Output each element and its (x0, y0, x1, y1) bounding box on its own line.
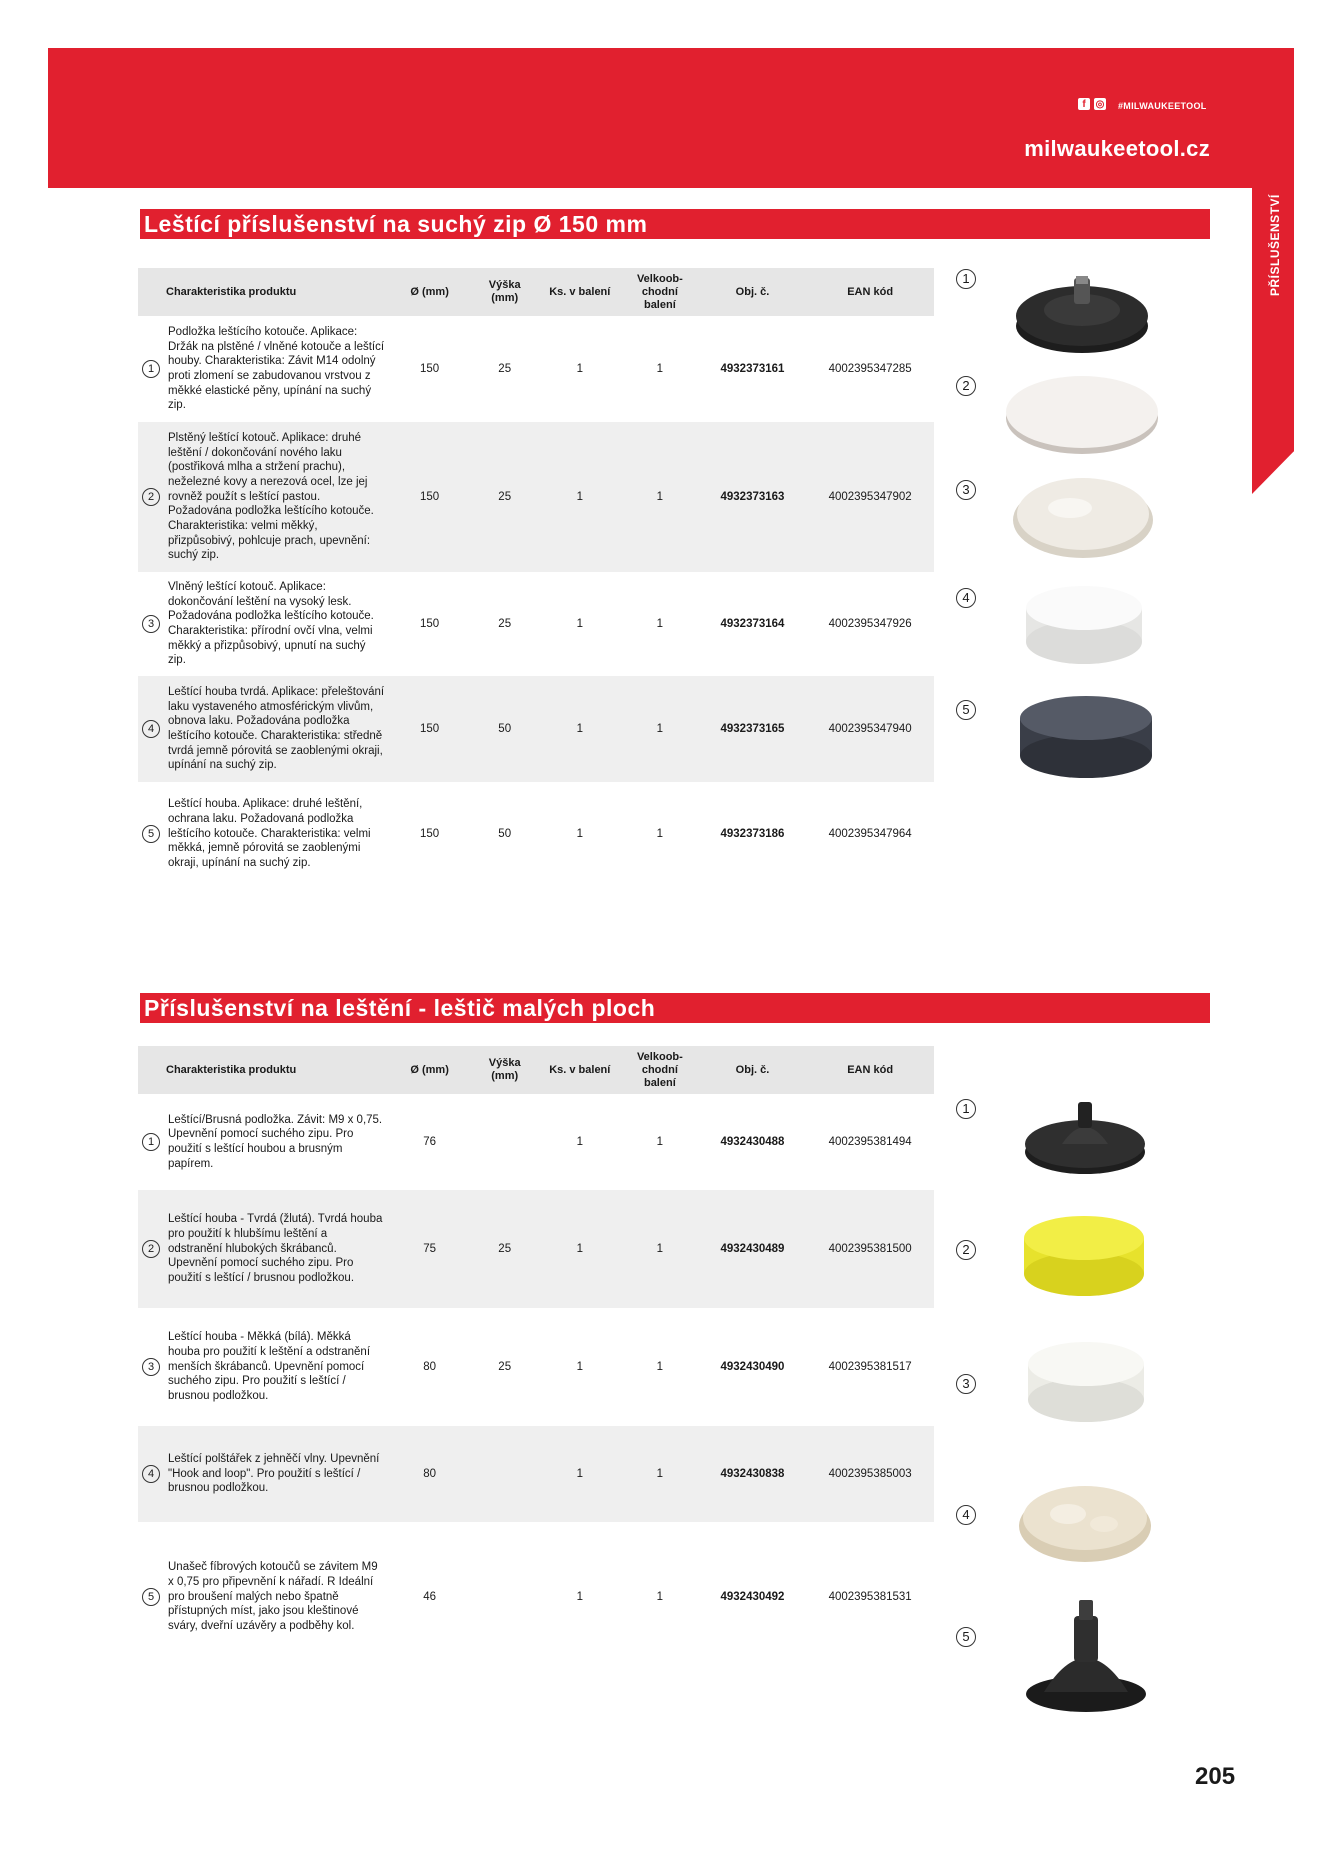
row-number: 5 (142, 825, 160, 843)
cell-d: 80 (388, 1426, 471, 1522)
cell-obj: 4932373164 (720, 617, 785, 630)
product-description (138, 1522, 388, 1672)
hashtag: #MILWAUKEETOOL (1118, 101, 1207, 111)
cell-h: 25 (471, 422, 539, 572)
wool-disc-image (1010, 470, 1156, 562)
cell-d: 150 (388, 422, 471, 572)
cell-vb: 1 (656, 1590, 664, 1603)
cell-obj: 4932430838 (699, 1426, 807, 1522)
row-number: 1 (142, 1133, 160, 1151)
section2-title: Příslušenství na leštění - leštič malých ploch (140, 993, 1210, 1023)
column-header: Obj. č. (699, 1046, 807, 1094)
column-header: Ø (mm) (388, 268, 471, 316)
side-tab-label: PŘÍSLUŠENSTVÍ (1268, 194, 1282, 296)
cell-ks: 1 (538, 422, 621, 572)
cell-ean: 4002395381531 (828, 1590, 912, 1603)
product-description (138, 676, 388, 782)
column-header: Ks. v balení (538, 268, 621, 316)
cell-h (471, 1094, 539, 1190)
description-text: Leštící houba tvrdá. Aplikace: přeleštování laku vystaveného atmosférickým vlivům, obnova laku. Požadována podložka leštícího kotouče. Charakteristika: středně tvrdá jemně pórovitá se zaoblenými okraji, upínání na suchý zip. (168, 685, 385, 772)
column-header: Velkoob- chodní balení (621, 1046, 699, 1094)
cell-ks: 1 (538, 1426, 621, 1522)
cell-h (471, 1426, 539, 1522)
cell-d: 150 (420, 827, 440, 840)
table-row (138, 316, 934, 422)
column-header: Obj. č. (699, 268, 807, 316)
description-text: Leštící houba - Tvrdá (žlutá). Tvrdá houba pro použití k hlubšímu leštění a odstranění hlubokých škrábanců. Upevnění pomocí suchého zipu. Pro použití s leštící / brusnou podložkou. (168, 1213, 383, 1285)
image-number: 5 (956, 700, 976, 720)
table-header-row (138, 1046, 934, 1094)
section1-title: Leštící příslušenství na suchý zip Ø 150 mm (140, 209, 1210, 239)
cell-vb: 1 (621, 676, 699, 782)
cell-d: 150 (420, 617, 440, 630)
description-text: Leštící/Brusná podložka. Závit: M9 x 0,75. Upevnění pomocí suchého zipu. Pro použití s leštící houbou a brusným papírem. (168, 1113, 383, 1170)
row-number: 2 (142, 488, 160, 506)
cell-ean: 4002395381494 (828, 1135, 912, 1148)
cell-obj: 4932373161 (720, 362, 785, 375)
cell-obj: 4932373163 (699, 422, 807, 572)
description-text: Leštící polštářek z jehněčí vlny. Upevnění "Hook and loop". Pro použití s leštící / brusnou podložkou. (168, 1452, 380, 1495)
cell-h: 25 (498, 362, 512, 375)
cell-d: 150 (388, 676, 471, 782)
fibre-disc-holder-image (1024, 1594, 1148, 1718)
column-header: Velkoob- chodní balení (621, 268, 699, 316)
table-row (138, 676, 934, 782)
table-row (138, 572, 934, 676)
cell-ean: 4002395347940 (806, 676, 934, 782)
image-number: 3 (956, 480, 976, 500)
row-number: 1 (142, 360, 160, 378)
cell-ks: 1 (538, 676, 621, 782)
cell-ks: 1 (576, 1360, 583, 1373)
description-text: Plstěný leštící kotouč. Aplikace: druhé leštění / dokončování nového laku (postřiková mlha a stržení prachu), neželezné kovy a nerezová ocel, lze jej rovněž použít s leštící pastou. Požadována podložka leštícího kotouče. Charakteristika: velmi měkký, přizpůsobivý, pohlcuje prach, upevnění: suchý zip. (168, 431, 374, 562)
product-description (138, 1190, 388, 1308)
table-row (138, 1426, 934, 1522)
cell-h: 25 (471, 1190, 539, 1308)
image-number: 2 (956, 1240, 976, 1260)
row-number: 3 (142, 615, 160, 633)
cell-vb: 1 (656, 362, 664, 375)
cell-ean: 4002395347964 (828, 827, 912, 840)
felt-disc-image (1004, 372, 1160, 456)
cell-h: 25 (498, 1360, 512, 1373)
product-description (138, 1094, 388, 1190)
cell-ean: 4002395347902 (806, 422, 934, 572)
column-header: EAN kód (806, 1046, 934, 1094)
cell-obj: 4932373165 (699, 676, 807, 782)
cell-h: 50 (498, 827, 512, 840)
table-row (138, 422, 934, 572)
product-description (138, 316, 388, 422)
product-description (138, 1426, 388, 1522)
cell-ks: 1 (576, 827, 583, 840)
cell-obj: 4932430490 (720, 1360, 785, 1373)
cell-d: 76 (423, 1135, 436, 1148)
product-description (138, 572, 388, 676)
cell-ks: 1 (576, 362, 583, 375)
cell-d: 150 (420, 362, 440, 375)
row-number: 4 (142, 720, 160, 738)
image-number: 1 (956, 269, 976, 289)
backing-pad-image (1012, 268, 1152, 358)
image-number: 3 (956, 1374, 976, 1394)
cell-d: 80 (423, 1360, 436, 1373)
description-text: Leštící houba. Aplikace: druhé leštění, ochrana laku. Požadovaná podložka leštícího kotouče. Charakteristika: velmi měkká, jemně pórovitá se zaoblenými okraji, upínání na suchý zip. (168, 798, 371, 870)
table-row (138, 782, 934, 886)
cell-obj: 4932373186 (720, 827, 785, 840)
cell-vb: 1 (621, 422, 699, 572)
cell-ks: 1 (576, 1590, 583, 1603)
cell-vb: 1 (656, 617, 664, 630)
description-text: Podložka leštícího kotouče. Aplikace: Držák na plstěné / vlněné kotouče a leštící houby. Charakteristika: Závit M14 odolný proti zlomení se zabudovanou vrstvou z měkké elastické pěny, upínání na suchý zip. (168, 325, 385, 412)
cell-vb: 1 (656, 827, 664, 840)
column-header: Charakteristika produktu (138, 268, 388, 316)
social-icons (1078, 98, 1106, 110)
cell-h: 25 (498, 617, 512, 630)
cell-ean: 4002395347285 (828, 362, 912, 375)
page-number: 205 (1195, 1763, 1236, 1790)
cell-vb: 1 (656, 1135, 664, 1148)
cell-vb: 1 (621, 1426, 699, 1522)
description-text: Leštící houba - Měkká (bílá). Měkká houba pro použití k leštění a odstranění menších škrábanců. Upevnění pomocí suchého zipu. Pro použití s leštící / brusnou podložkou. (168, 1331, 371, 1403)
cell-h: 50 (471, 676, 539, 782)
row-number: 2 (142, 1240, 160, 1258)
yellow-sponge-image (1022, 1210, 1146, 1300)
image-number: 1 (956, 1099, 976, 1119)
column-header: Charakteristika produktu (138, 1046, 388, 1094)
instagram-icon[interactable]: ◎ (1095, 98, 1105, 110)
site-url[interactable]: milwaukeetool.cz (1024, 136, 1210, 161)
cell-ean: 4002395347926 (828, 617, 912, 630)
table-row (138, 1094, 934, 1190)
row-number: 5 (142, 1588, 160, 1606)
row-number: 4 (142, 1465, 160, 1483)
small-backing-pad-image (1022, 1090, 1148, 1178)
table-row (138, 1308, 934, 1426)
product-description (138, 422, 388, 572)
column-header: Výška (mm) (471, 268, 539, 316)
description-text: Unašeč fíbrových kotoučů se závitem M9 x 0,75 pro připevnění k nářadí. R Ideální pro broušení malých nebo špatně přístupných míst, jako jsou kleštinové sváry, dveřní uzávěry a podběhy kol. (168, 1561, 378, 1633)
cell-obj: 4932430489 (699, 1190, 807, 1308)
cell-ks: 1 (576, 617, 583, 630)
cell-h (471, 1522, 539, 1672)
image-number: 2 (956, 376, 976, 396)
cell-ean: 4002395385003 (806, 1426, 934, 1522)
table-row (138, 1522, 934, 1672)
column-header: Výška (mm) (471, 1046, 539, 1094)
facebook-icon[interactable]: f (1078, 98, 1090, 110)
image-number: 5 (956, 1627, 976, 1647)
table-row (138, 1190, 934, 1308)
cell-ean: 4002395381517 (828, 1360, 912, 1373)
cell-ean: 4002395381500 (806, 1190, 934, 1308)
header-banner (48, 48, 1294, 188)
table-header-row (138, 268, 934, 316)
column-header: Ø (mm) (388, 1046, 471, 1094)
white-sponge-image (1026, 1336, 1146, 1426)
description-text: Vlněný leštící kotouč. Aplikace: dokončování leštění na vysoký lesk. Požadována podložka leštícího kotouče. Charakteristika: přírodní ovčí vlna, velmi měkký a přizpůsobivý, upnutí na suchý zip. (168, 580, 374, 667)
image-number: 4 (956, 588, 976, 608)
product-description (138, 782, 388, 886)
cell-ks: 1 (576, 1135, 583, 1148)
column-header: EAN kód (806, 268, 934, 316)
product-description (138, 1308, 388, 1426)
section1-table (138, 268, 934, 886)
cell-vb: 1 (621, 1190, 699, 1308)
row-number: 3 (142, 1358, 160, 1376)
lambswool-pad-image (1016, 1474, 1154, 1566)
cell-d: 46 (423, 1590, 436, 1603)
hard-sponge-image (1024, 582, 1144, 666)
cell-d: 75 (388, 1190, 471, 1308)
cell-obj: 4932430488 (720, 1135, 785, 1148)
cell-obj: 4932430492 (720, 1590, 785, 1603)
cell-ks: 1 (538, 1190, 621, 1308)
section2-table (138, 1046, 934, 1672)
cell-vb: 1 (656, 1360, 664, 1373)
soft-sponge-image (1018, 692, 1154, 782)
image-number: 4 (956, 1505, 976, 1525)
column-header: Ks. v balení (538, 1046, 621, 1094)
